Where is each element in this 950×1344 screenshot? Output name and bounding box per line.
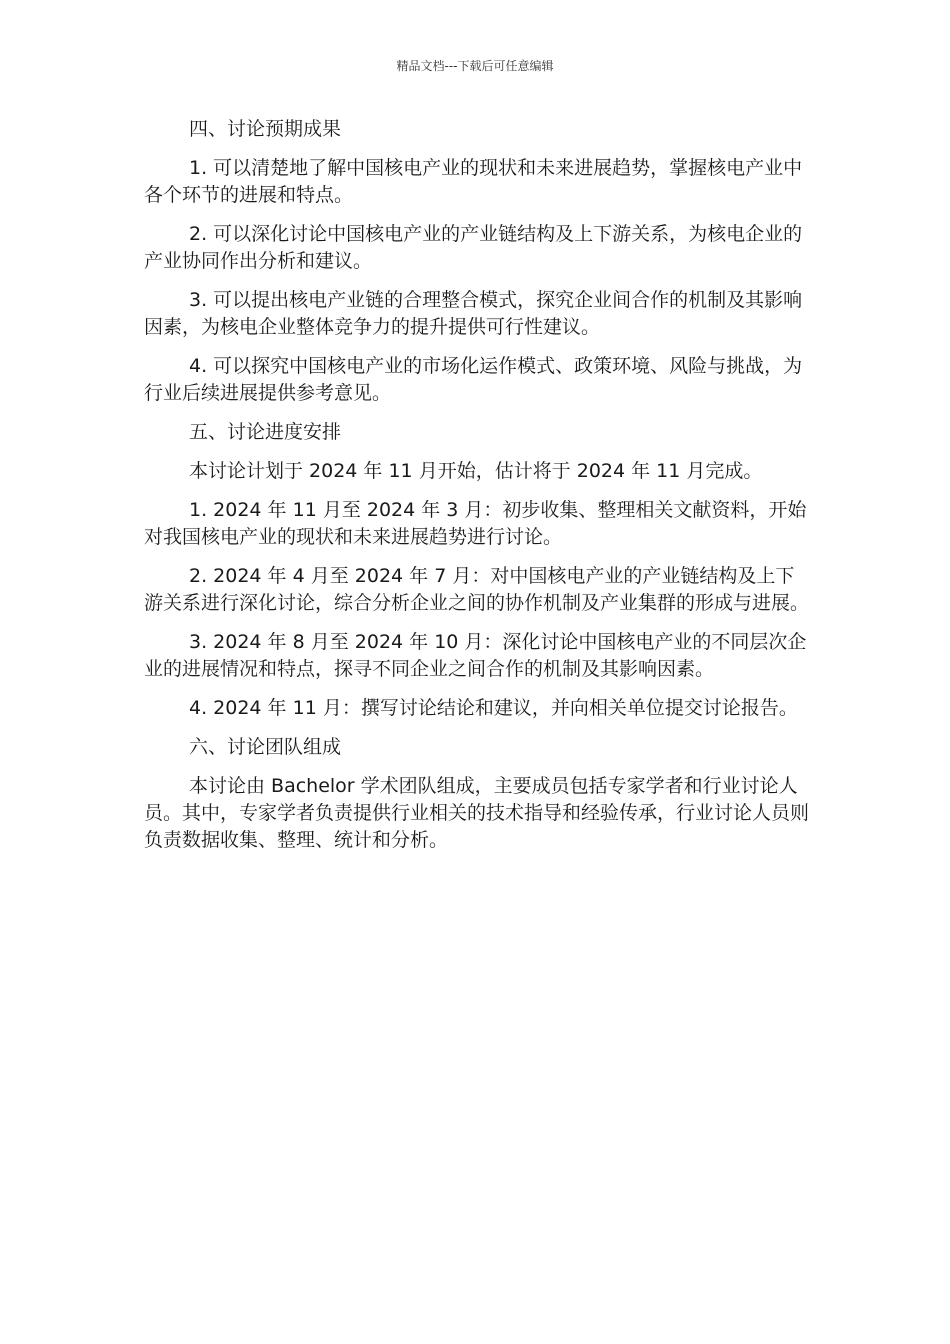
team-description: 本讨论由 Bachelor 学术团队组成，主要成员包括专家学者和行业讨论人员。其中，专家学者负责提供行业相关的技术指导和经验传承，行业讨论人员则负责数据收集、整理、统计和分析。 xyxy=(144,775,810,851)
schedule-item: 4. 2024 年 11 月：撰写讨论结论和建议，并向相关单位提交讨论报告。 xyxy=(189,697,798,719)
list-item: 1. 可以清楚地了解中国核电产业的现状和未来进展趋势，掌握核电产业中各个环节的进展和特点。 xyxy=(144,157,803,206)
section-heading-6: 六、讨论团队组成 xyxy=(189,736,342,758)
schedule-item: 3. 2024 年 8 月至 2024 年 10 月：深化讨论中国核电产业的不同层次企业的进展情况和特点，探寻不同企业之间合作的机制及其影响因素。 xyxy=(144,631,807,680)
list-item: 4. 可以探究中国核电产业的市场化运作模式、政策环境、风险与挑战，为行业后续进展提供参考意见。 xyxy=(144,355,803,404)
schedule-item: 2. 2024 年 4 月至 2024 年 7 月：对中国核电产业的产业链结构及上下游关系进行深化讨论，综合分析企业之间的协作机制及产业集群的形成与进展。 xyxy=(144,565,810,614)
schedule-intro: 本讨论计划于 2024 年 11 月开始，估计将于 2024 年 11 月完成。 xyxy=(189,460,763,482)
section-heading-5: 五、讨论进度安排 xyxy=(189,421,342,443)
section-heading-4: 四、讨论预期成果 xyxy=(189,118,342,140)
page-header: 精品文档---下载后可任意编辑 xyxy=(396,59,554,73)
list-item: 3. 可以提出核电产业链的合理整合模式，探究企业间合作的机制及其影响因素，为核电企业整体竞争力的提升提供可行性建议。 xyxy=(144,289,803,338)
schedule-item: 1. 2024 年 11 月至 2024 年 3 月：初步收集、整理相关文献资料，开始对我国核电产业的现状和未来进展趋势进行讨论。 xyxy=(144,499,807,548)
list-item: 2. 可以深化讨论中国核电产业的产业链结构及上下游关系，为核电企业的产业协同作出分析和建议。 xyxy=(144,223,803,272)
document-body xyxy=(144,116,810,866)
